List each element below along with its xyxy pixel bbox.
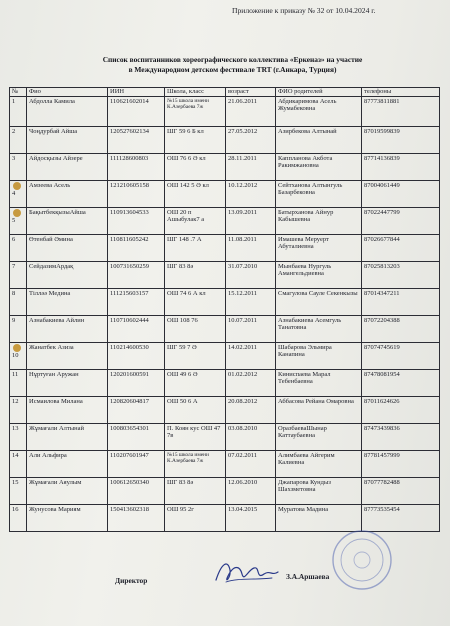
table-row	[10, 207, 440, 234]
student-name: Исмаилова Милана	[27, 396, 108, 423]
document-title	[40, 55, 425, 75]
phone-number: 87025813203	[362, 261, 440, 288]
school-class: №15 школа имени К.Азербаева 7ж	[165, 450, 226, 477]
school-class: ОШ 76 6 Ә кл	[165, 153, 226, 180]
row-number-text: 6	[12, 235, 16, 243]
parent-name: Каппланова Акбота Ракимжановна	[276, 153, 362, 180]
director-name: З.А.Аршаева	[286, 572, 330, 581]
school-class: ШГ 59 6 Б кл	[165, 126, 226, 153]
birth-date: 01.02.2012	[226, 369, 276, 396]
student-name: Жұмағали Алтынай	[27, 423, 108, 450]
column-header-name: Фио	[27, 88, 108, 97]
row-number	[10, 180, 27, 207]
school-class: ОШ 108 76	[165, 315, 226, 342]
parent-name: Батырханова Айнур Кабышевна	[276, 207, 362, 234]
appendix-note: Приложение к приказу № 32 от 10.04.2024 г.	[232, 6, 376, 15]
row-number	[10, 504, 27, 531]
phone-number: 87714136839	[362, 153, 440, 180]
birth-date: 07.02.2011	[226, 450, 276, 477]
phone-number: 87011624626	[362, 396, 440, 423]
phone-number: 87074745619	[362, 342, 440, 369]
binder-hole-icon	[13, 209, 21, 217]
school-class: П. Коян кус ОШ 47 7в	[165, 423, 226, 450]
parent-name: Азирбекова Алтынай	[276, 126, 362, 153]
birth-date: 28.11.2011	[226, 153, 276, 180]
parent-name: Смагулова Сауле Секенкызы	[276, 288, 362, 315]
student-iin: 120527602134	[108, 126, 165, 153]
binder-hole-icon	[13, 344, 21, 352]
student-name: Нұртуған Аружан	[27, 369, 108, 396]
parent-name: Джапарова Кундыз Шахзметовна	[276, 477, 362, 504]
row-number	[10, 477, 27, 504]
student-iin: 110621602014	[108, 96, 165, 126]
student-name: Чоңдурбай Айша	[27, 126, 108, 153]
table-row	[10, 234, 440, 261]
student-name: БақытбекқызыАйша	[27, 207, 108, 234]
parent-name: Имашева Меруерт Абуталиевна	[276, 234, 362, 261]
student-iin: 110207601947	[108, 450, 165, 477]
school-class: ШГ 83 8ә	[165, 261, 226, 288]
row-number-text: 5	[12, 216, 16, 224]
school-class: ОШ 50 6 А	[165, 396, 226, 423]
school-class: №15 школа имени К.Азербаева 7ж	[165, 96, 226, 126]
parent-name: Муратова Мадина	[276, 504, 362, 531]
parent-name: Азнабакиева Асемгуль Танатовна	[276, 315, 362, 342]
parent-name: Шабарова Эльмира Канапина	[276, 342, 362, 369]
column-header-parent: ФИО родителей	[276, 88, 362, 97]
birth-date: 20.08.2012	[226, 396, 276, 423]
school-class: ОШ 142 5 Ә кл	[165, 180, 226, 207]
phone-number: 87773811881	[362, 96, 440, 126]
column-header-number: №	[10, 88, 27, 97]
student-name: Азнабакиева Айлин	[27, 315, 108, 342]
student-iin: 100803654301	[108, 423, 165, 450]
student-iin: 120820604817	[108, 396, 165, 423]
table-row	[10, 261, 440, 288]
row-number-text: 7	[12, 262, 16, 270]
birth-date: 27.05.2012	[226, 126, 276, 153]
school-class: ШГ 59 7 Ә	[165, 342, 226, 369]
phone-number: 87004061449	[362, 180, 440, 207]
table-row	[10, 504, 440, 531]
table-row	[10, 96, 440, 126]
row-number-text: 8	[12, 289, 16, 297]
school-class: ОШ 74 6 А кл	[165, 288, 226, 315]
school-class: ОШ 20 п Ашыбулак7 а	[165, 207, 226, 234]
birth-date: 12.06.2010	[226, 477, 276, 504]
student-name: Жанатбек Азиза	[27, 342, 108, 369]
row-number	[10, 261, 27, 288]
table-row	[10, 153, 440, 180]
row-number-text: 2	[12, 127, 16, 135]
row-number-text: 3	[12, 154, 16, 162]
student-iin: 110214600530	[108, 342, 165, 369]
student-iin: 100612650340	[108, 477, 165, 504]
table-row	[10, 126, 440, 153]
birth-date: 13.04.2015	[226, 504, 276, 531]
phone-number: 87773535454	[362, 504, 440, 531]
column-header-iin: ИИН	[108, 88, 165, 97]
row-number	[10, 96, 27, 126]
director-label: Директор	[115, 576, 148, 585]
table-row	[10, 180, 440, 207]
row-number	[10, 369, 27, 396]
row-number	[10, 234, 27, 261]
phone-number: 87781457999	[362, 450, 440, 477]
parent-name: Алимбаева Айгерим Калиевна	[276, 450, 362, 477]
table-row	[10, 369, 440, 396]
table-row	[10, 396, 440, 423]
birth-date: 15.12.2011	[226, 288, 276, 315]
phone-number: 87077782488	[362, 477, 440, 504]
row-number-text: 12	[12, 397, 19, 405]
student-name: Абдолла Камила	[27, 96, 108, 126]
phone-number: 87072204388	[362, 315, 440, 342]
row-number-text: 13	[12, 424, 19, 432]
school-class: ОШ 95 2г	[165, 504, 226, 531]
student-name: СейдазимАрдақ	[27, 261, 108, 288]
title-line-1: Список воспитанников хореографического коллектива «Еркеназ» на участие	[102, 55, 363, 64]
row-number-text: 15	[12, 478, 19, 486]
parent-name: Мынбаева Нургуль Амангельдиевна	[276, 261, 362, 288]
table-row	[10, 288, 440, 315]
parent-name: Сейтханова Алтынгуль Базарбековна	[276, 180, 362, 207]
table-row	[10, 423, 440, 450]
row-number	[10, 315, 27, 342]
table-row	[10, 450, 440, 477]
row-number-text: 9	[12, 316, 16, 324]
phone-number: 87026677844	[362, 234, 440, 261]
student-iin: 110710602444	[108, 315, 165, 342]
row-number	[10, 288, 27, 315]
birth-date: 11.08.2011	[226, 234, 276, 261]
phone-number: 87019599839	[362, 126, 440, 153]
phone-number: 87478081954	[362, 369, 440, 396]
birth-date: 31.07.2010	[226, 261, 276, 288]
binder-hole-icon	[13, 182, 21, 190]
row-number-text: 1	[12, 97, 16, 105]
row-number	[10, 450, 27, 477]
column-header-school: Школа, класс	[165, 88, 226, 97]
table-row	[10, 477, 440, 504]
row-number	[10, 423, 27, 450]
row-number	[10, 342, 27, 369]
birth-date: 13.09.2011	[226, 207, 276, 234]
school-class: ОШ 49 6 Ә	[165, 369, 226, 396]
parent-name: ОразбаеваШынар Каттаубаевна	[276, 423, 362, 450]
student-name: Жунусова Мариям	[27, 504, 108, 531]
official-seal-stamp	[330, 528, 394, 592]
row-number	[10, 207, 27, 234]
row-number-text: 4	[12, 189, 16, 197]
student-iin: 110811605242	[108, 234, 165, 261]
table-row	[10, 315, 440, 342]
title-line-2: в Международном детском фестивале TRT (г.Анкара, Турция)	[128, 65, 337, 74]
row-number	[10, 396, 27, 423]
student-iin: 111215603157	[108, 288, 165, 315]
student-name: Али Альфира	[27, 450, 108, 477]
student-iin: 111128600803	[108, 153, 165, 180]
parent-name: Аббасова Рейана Омаровна	[276, 396, 362, 423]
student-iin: 110913604533	[108, 207, 165, 234]
phone-number: 87014347211	[362, 288, 440, 315]
student-name: Тілләә Медина	[27, 288, 108, 315]
phone-number: 87022447799	[362, 207, 440, 234]
birth-date: 03.08.2010	[226, 423, 276, 450]
birth-date: 10.07.2011	[226, 315, 276, 342]
table-body	[10, 96, 440, 531]
column-header-age: возраст	[226, 88, 276, 97]
column-header-phone: телефоны	[362, 88, 440, 97]
row-number-text: 16	[12, 505, 19, 513]
student-name: Өтенбай Әмина	[27, 234, 108, 261]
director-signature	[212, 556, 282, 588]
table-header-row	[10, 88, 440, 97]
row-number-text: 14	[12, 451, 19, 459]
row-number	[10, 153, 27, 180]
birth-date: 10.12.2012	[226, 180, 276, 207]
row-number	[10, 126, 27, 153]
birth-date: 21.06.2011	[226, 96, 276, 126]
school-class: ШГ 148 .7 А	[165, 234, 226, 261]
student-name: Айдосқызы Айзере	[27, 153, 108, 180]
student-iin: 100731650259	[108, 261, 165, 288]
parent-name: Абдикаримова Асель Жумабековна	[276, 96, 362, 126]
school-class: ШГ 83 8ә	[165, 477, 226, 504]
student-iin: 121210605158	[108, 180, 165, 207]
student-name: Жұмағали Аяулым	[27, 477, 108, 504]
phone-number: 87473439836	[362, 423, 440, 450]
student-iin: 150413602318	[108, 504, 165, 531]
birth-date: 14.02.2011	[226, 342, 276, 369]
row-number-text: 10	[12, 351, 19, 359]
row-number-text: 11	[12, 370, 19, 378]
table-row	[10, 342, 440, 369]
participants-table	[9, 87, 440, 532]
student-iin: 120201600591	[108, 369, 165, 396]
parent-name: Киниспаева Марал Тебенбаевна	[276, 369, 362, 396]
student-name: Амзеева Асель	[27, 180, 108, 207]
